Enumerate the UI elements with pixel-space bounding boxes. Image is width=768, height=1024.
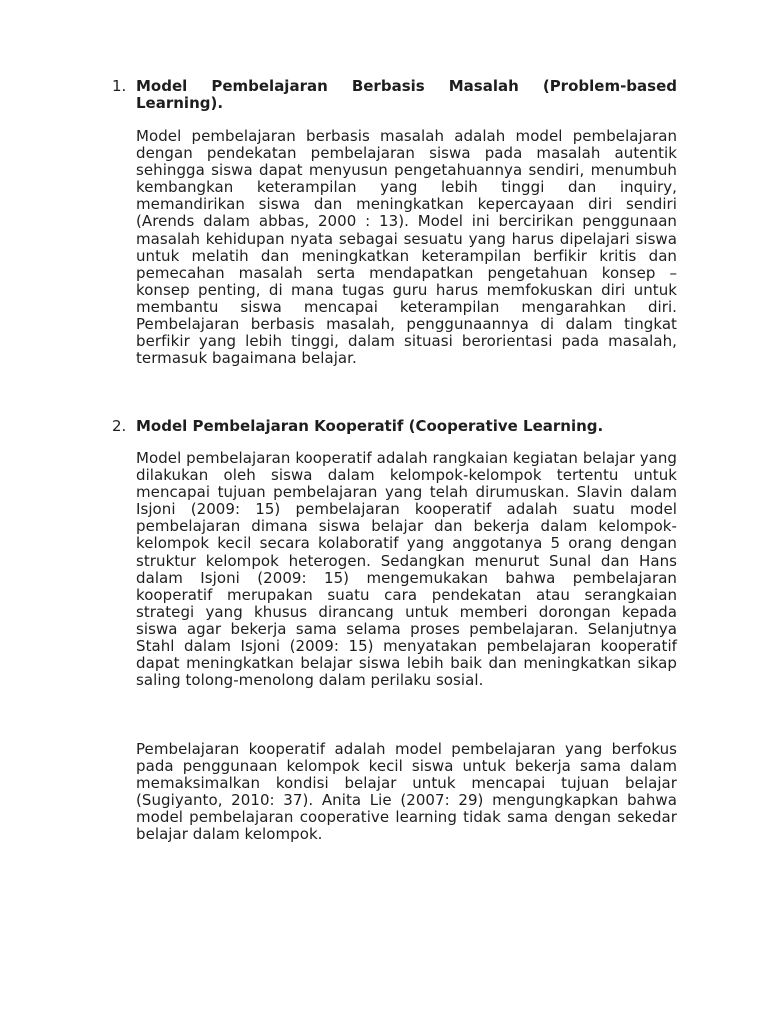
section-heading: Model Pembelajaran Kooperatif (Cooperative Learning. (136, 417, 604, 435)
body-paragraph: Pembelajaran kooperatif adalah model pembelajaran yang berfokus pada penggunaan kelompok kecil siswa untuk bekerja sama dalam memaksimalkan kondisi belajar untuk mencapai tujuan belajar (Sugiyanto, 2010: 37). Anita Lie (2007: 29) mengungkapkan bahwa model pembelajaran cooperative learning tidak sama dengan sekedar belajar dalam kelompok. (136, 740, 677, 844)
list-number: 1. (112, 77, 127, 95)
list-number: 2. (112, 417, 127, 435)
list-item-cooperative-learning (112, 417, 677, 435)
list-item-problem-based-learning (112, 77, 677, 112)
body-paragraph: Model pembelajaran kooperatif adalah rangkaian kegiatan belajar yang dilakukan oleh siswa dalam kelompok-kelompok tertentu untuk mencapai tujuan pembelajaran yang telah dirumuskan. Slavin dalam Isjoni (2009: 15) pembelajaran kooperatif adalah suatu model pembelajaran dimana siswa belajar dan bekerja dalam kelompok-kelompok kecil secara kolaboratif yang anggotanya 5 orang dengan struktur kelompok heterogen. Sedangkan menurut Sunal dan Hans dalam Isjoni (2009: 15) mengemukakan bahwa pembelajaran kooperatif merupakan suatu cara pendekatan atau serangkaian strategi yang khusus dirancang untuk memberi dorongan kepada siswa agar bekerja sama selama proses pembelajaran. Selanjutnya Stahl dalam Isjoni (2009: 15) menyatakan pembelajaran kooperatif dapat meningkatkan belajar siswa lebih baik dan meningkatkan sikap saling tolong-menolong dalam perilaku sosial. (136, 449, 677, 690)
section-heading: Model Pembelajaran Berbasis Masalah (Problem-based Learning). (136, 77, 677, 112)
body-paragraph: Model pembelajaran berbasis masalah adalah model pembelajaran dengan pendekatan pembelajaran siswa pada masalah autentik sehingga siswa dapat menyusun pengetahuannya sendiri, menumbuh kembangkan keterampilan yang lebih tinggi dan inquiry, memandirikan siswa dan meningkatkan kepercayaan diri sendiri (Arends dalam abbas, 2000 : 13). Model ini bercirikan penggunaan masalah kehidupan nyata sebagai sesuatu yang harus dipelajari siswa untuk melatih dan meningkatkan keterampilan berfikir kritis dan pemecahan masalah serta mendapatkan pengetahuan konsep – konsep penting, di mana tugas guru harus memfokuskan diri untuk membantu siswa mencapai keterampilan mengarahkan diri. Pembelajaran berbasis masalah, penggunaannya di dalam tingkat berfikir yang lebih tinggi, dalam situasi berorientasi pada masalah, termasuk bagaimana belajar. (136, 127, 677, 368)
